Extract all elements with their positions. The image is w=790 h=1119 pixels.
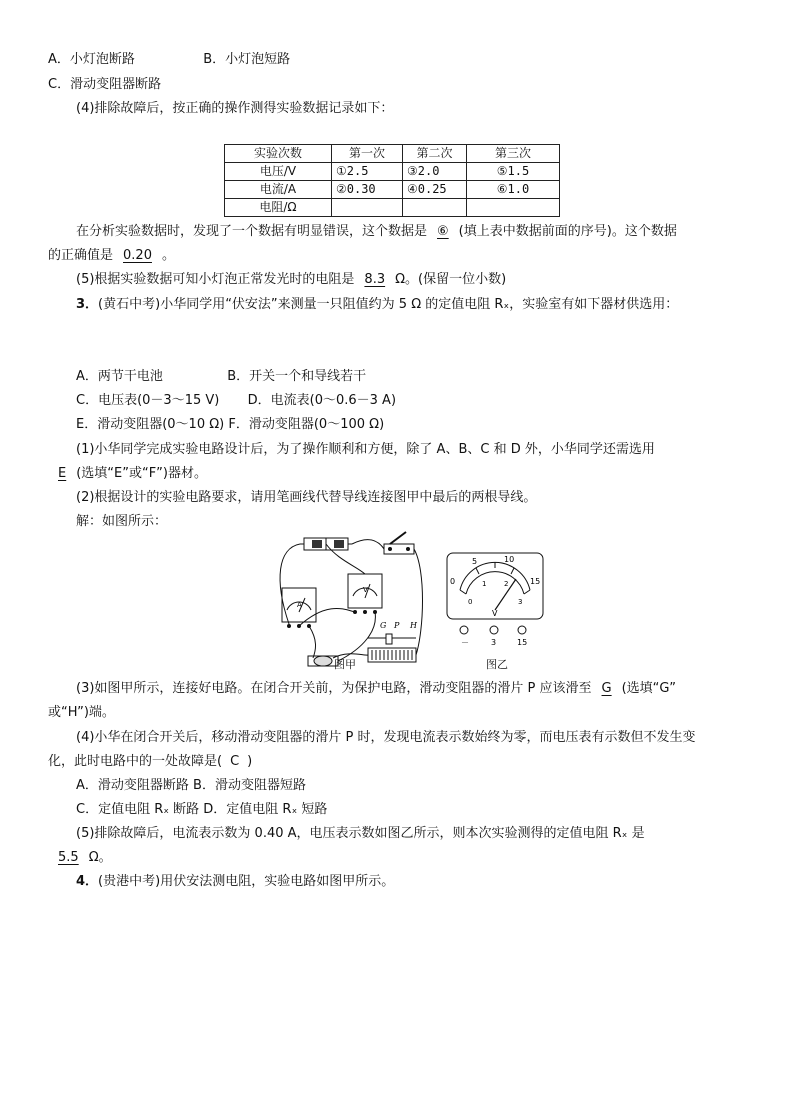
equipment-row-2 [76, 391, 396, 411]
ammeter-label: A [297, 601, 302, 609]
answer-blank: 8.3 [364, 272, 386, 287]
table-cell: ①2.5 [332, 163, 403, 181]
table-cell: ⑤1.5 [467, 163, 560, 181]
option-row-1 [48, 50, 290, 70]
dial-inner-label: 3 [518, 598, 523, 606]
equipment-a: A．两节干电池 [76, 369, 163, 384]
dial-inner-label: 0 [468, 598, 473, 606]
table-cell [403, 199, 467, 217]
problem-3-text: (黄石中考)小华同学用“伏安法”来测量一只阻值约为 5 Ω 的定值电阻 Rₓ，实验室有如下器材供选用： [98, 297, 679, 312]
analysis-line [76, 222, 677, 242]
terminal-label: 15 [517, 638, 528, 647]
sub-question-3-end: 或“H”)端。 [48, 705, 115, 720]
equipment-c: C．电压表(0－3～15 V) [76, 393, 220, 408]
table-cell: ④0.25 [403, 181, 467, 199]
unit-ohm: Ω。 [88, 850, 112, 865]
answer-blank: E [58, 466, 67, 481]
analysis-text-tail: (填上表中数据前面的序号)。这个数据 [458, 224, 677, 239]
paren-close: ) [247, 754, 253, 769]
dial-outer-label: 15 [530, 577, 541, 586]
problem-number: 3． [76, 297, 99, 312]
rheostat-icon [368, 621, 418, 662]
table-cell: 电阻/Ω [225, 199, 332, 217]
sub-question-4: (4)小华在闭合开关后，移动滑动变阻器的滑片 P 时，发现电流表示数始终为零，而电压表有示数但不发生变 [76, 730, 696, 745]
equipment-row-1 [76, 367, 366, 387]
period: 。 [161, 248, 175, 263]
question-4-text: (4)排除故障后，按正确的操作测得实验数据记录如下： [76, 101, 394, 116]
problem-3-stem [76, 295, 678, 315]
sub-question-3-tail: (选填“G” [621, 681, 676, 696]
circuit-diagram [268, 530, 428, 675]
dial-outer-label: 10 [504, 555, 515, 564]
sub-question-4-text: 化，此时电路中的一处故障是( [48, 754, 223, 769]
sub-question-1-answer [48, 464, 207, 484]
sub-question-3-text: (3)如图甲所示，连接好电路。在闭合开关前，为保护电路，滑动变阻器的滑片 P 应该滑至 [76, 681, 592, 696]
equipment-b: B．开关一个和导线若干 [227, 369, 367, 384]
voltmeter-label: V [363, 586, 368, 594]
table-header-cell: 第二次 [403, 145, 467, 163]
table-header-cell: 实验次数 [225, 145, 332, 163]
table-row [225, 163, 560, 181]
table-row [225, 181, 560, 199]
dial-outer-label: 0 [450, 577, 456, 586]
terminal-label: 3 [491, 638, 497, 647]
question-5-line [76, 270, 506, 290]
option-c: C．滑动变阻器断路 [48, 77, 162, 92]
problem-4-text: (贵港中考)用伏安法测电阻，实验电路如图甲所示。 [98, 874, 395, 889]
option-a: A．小灯泡断路 [48, 52, 135, 67]
answer-blank: 5.5 [58, 850, 79, 865]
slider-label-h: H [410, 621, 417, 630]
problem-number: 4． [76, 874, 99, 889]
figure-caption-left: 图甲 [334, 658, 356, 671]
table-cell: ⑥1.0 [467, 181, 560, 199]
voltmeter-icon [348, 574, 382, 614]
sub-question-1: (1)小华同学完成实验电路设计后，为了操作顺利和方便，除了 A、B、C 和 D 外，小华同学还需选用 [76, 442, 655, 457]
figure-caption-right: 图乙 [486, 658, 508, 671]
sub-question-5: (5)排除故障后，电流表示数为 0.40 A，电压表示数如图乙所示，则本次实验测得的定值电阻 Rₓ 是 [76, 826, 645, 841]
table-cell: 电压/V [225, 163, 332, 181]
sub-question-1-tail: (选填“E”或“F”)器材。 [76, 466, 207, 481]
voltmeter-dial [446, 552, 544, 648]
option-b: B．小灯泡短路 [203, 52, 291, 67]
answer-blank: 0.20 [123, 248, 152, 263]
equipment-row-3: E．滑动变阻器(0～10 Ω) F．滑动变阻器(0～100 Ω) [76, 417, 385, 432]
sub-question-5-answer [48, 848, 112, 868]
slider-label-g: G [380, 621, 387, 630]
terminal-icon [460, 626, 526, 634]
answer-blank: G [601, 681, 612, 696]
answer-choice: C [230, 754, 240, 769]
problem-4-stem [76, 872, 394, 892]
table-row [225, 199, 560, 217]
slider-label-p: P [394, 621, 400, 630]
dial-inner-label: 1 [482, 580, 487, 588]
analysis-text: 在分析实验数据时，发现了一个数据有明显错误，这个数据是 [76, 224, 428, 239]
answer-blank: ⑥ [437, 224, 449, 239]
dial-unit: V [492, 609, 498, 618]
table-cell: 电流/A [225, 181, 332, 199]
table-cell [332, 199, 403, 217]
choice-row-1: A．滑动变阻器断路 B．滑动变阻器短路 [76, 778, 306, 793]
correct-value-line [48, 246, 175, 266]
table-header-cell: 第三次 [467, 145, 560, 163]
terminal-label: － [461, 638, 469, 647]
sub-question-2: (2)根据设计的实验电路要求，请用笔画线代替导线连接图甲中最后的两根导线。 [76, 490, 537, 505]
ammeter-icon [282, 588, 316, 628]
table-cell [467, 199, 560, 217]
choice-row-2: C．定值电阻 Rₓ 断路 D．定值电阻 Rₓ 短路 [76, 802, 328, 817]
question-5-text: (5)根据实验数据可知小灯泡正常发光时的电阻是 [76, 272, 355, 287]
table-cell: ②0.30 [332, 181, 403, 199]
dial-outer-label: 5 [472, 557, 478, 566]
correct-value-text: 的正确值是 [48, 248, 114, 263]
solution-label: 解：如图所示： [76, 514, 168, 529]
question-5-tail: Ω。(保留一位小数) [395, 272, 507, 287]
sub-question-3 [76, 679, 676, 699]
table-header-cell: 第一次 [332, 145, 403, 163]
equipment-d: D．电流表(0～0.6－3 A) [247, 393, 397, 408]
table-header-row [225, 145, 560, 163]
experiment-data-table [224, 144, 560, 217]
switch-icon [384, 532, 414, 554]
sub-question-4-answer [48, 752, 252, 772]
table-cell: ③2.0 [403, 163, 467, 181]
dial-inner-label: 2 [504, 580, 509, 588]
